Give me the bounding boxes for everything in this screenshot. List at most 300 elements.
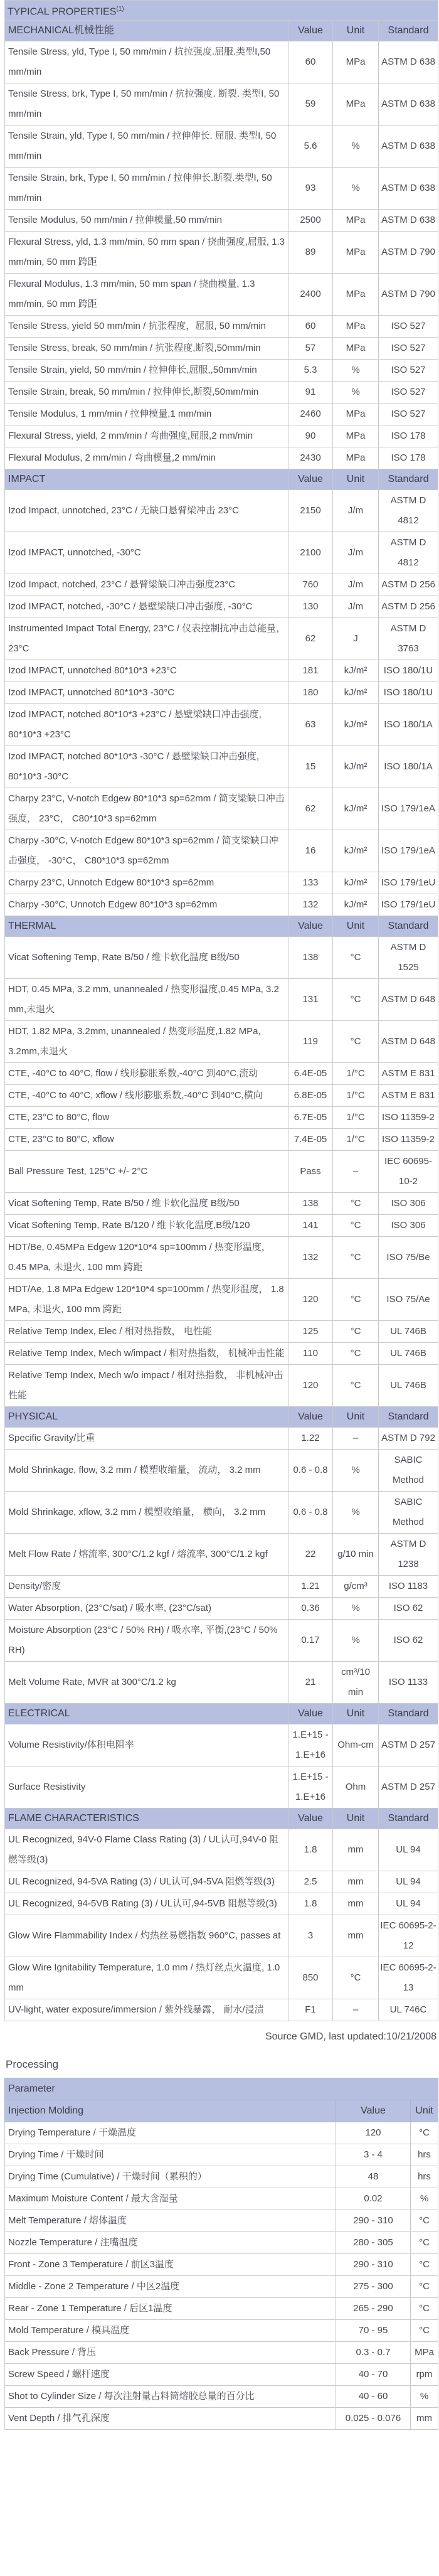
- property-cell: Tensile Stress, brk, Type I, 50 mm/min / 抗拉强度. 断裂. 类型I, 50 mm/min: [5, 83, 288, 126]
- table-row: [5, 490, 438, 532]
- standard-cell: ISO 180/1A: [379, 704, 438, 746]
- unit-cell: mm: [333, 1893, 379, 1915]
- standard-cell: ASTM D 1238: [379, 1534, 438, 1576]
- unit-cell: %: [333, 1620, 379, 1662]
- standard-cell: UL 746B: [379, 1343, 438, 1365]
- value-cell: 62: [288, 618, 333, 660]
- standard-cell: IEC 60695-2-12: [379, 1915, 438, 1957]
- value-cell: 60: [288, 316, 333, 338]
- processing-row: [5, 2386, 438, 2408]
- property-cell: Relative Temp Index, Mech w/impact / 相对热指数， 机械冲击性能: [5, 1343, 288, 1365]
- processing-column-header-unit: Unit: [411, 2100, 438, 2122]
- standard-cell: ISO 62: [379, 1620, 438, 1662]
- table-row: [5, 126, 438, 168]
- value-cell: 0.6 - 0.8: [288, 1492, 333, 1534]
- unit-cell: J/m: [333, 596, 379, 618]
- value-cell: 760: [288, 574, 333, 596]
- section-name: MECHANICAL机械性能: [5, 21, 288, 41]
- parameter-cell: Vent Depth / 排气孔深度: [5, 2408, 336, 2430]
- unit-cell: °C: [411, 2122, 438, 2144]
- property-cell: Flexural Modulus, 1.3 mm/min, 50 mm span / 挠曲模量, 1.3 mm/min, 50 mm 跨距: [5, 274, 288, 316]
- property-cell: Tensile Strain, break, 50 mm/min / 拉伸伸长,断裂,50mm/min: [5, 382, 288, 404]
- unit-cell: °C: [411, 2232, 438, 2254]
- unit-cell: –: [333, 1151, 379, 1193]
- value-cell: 40 - 70: [336, 2364, 411, 2386]
- table-row: [5, 660, 438, 682]
- section-header-row: [5, 1407, 438, 1428]
- value-cell: 119: [288, 1021, 333, 1063]
- value-cell: 1.E+15 - 1.E+16: [288, 1766, 333, 1809]
- column-header-value: Value: [288, 469, 333, 490]
- standard-cell: SABIC Method: [379, 1450, 438, 1492]
- property-cell: UV-light, water exposure/immersion / 紫外线暴露， 耐水/浸渍: [5, 1999, 288, 2021]
- standard-cell: ISO 179/1eA: [379, 788, 438, 830]
- property-cell: Ball Pressure Test, 125°C +/- 2°C: [5, 1151, 288, 1193]
- standard-cell: UL 94: [379, 1893, 438, 1915]
- value-cell: 180: [288, 682, 333, 704]
- table-row: [5, 1662, 438, 1704]
- column-header-value: Value: [288, 916, 333, 937]
- table-row: [5, 1321, 438, 1343]
- column-header-standard: Standard: [379, 1809, 438, 1829]
- section-name: FLAME CHARACTERISTICS: [5, 1809, 288, 1829]
- property-cell: Charpy -30°C, V-notch Edgew 80*10*3 sp=62mm / 简支梁缺口冲击强度， -30°C， C80*10*3 sp=62mm: [5, 830, 288, 872]
- value-cell: 181: [288, 660, 333, 682]
- table-row: [5, 1766, 438, 1809]
- property-cell: Izod IMPACT, unnotched 80*10*3 -30°C: [5, 682, 288, 704]
- parameter-cell: Back Pressure / 背压: [5, 2342, 336, 2364]
- property-cell: Tensile Stress, break, 50 mm/min / 抗张程度,断裂,50mm/min: [5, 338, 288, 360]
- property-cell: Charpy -30°C, Unnotch Edgew 80*10*3 sp=62mm: [5, 894, 288, 916]
- unit-cell: MPa: [333, 274, 379, 316]
- value-cell: 1.8: [288, 1829, 333, 1871]
- table-row: [5, 1215, 438, 1237]
- property-cell: Moisture Absorption (23°C / 50% RH) / 吸水率, 平衡,(23°C / 50% RH): [5, 1620, 288, 1662]
- value-cell: 138: [288, 1193, 333, 1215]
- value-cell: 1.21: [288, 1576, 333, 1598]
- unit-cell: %: [333, 382, 379, 404]
- unit-cell: kJ/m²: [333, 894, 379, 916]
- unit-cell: MPa: [333, 41, 379, 83]
- value-cell: 63: [288, 704, 333, 746]
- value-cell: 16: [288, 830, 333, 872]
- value-cell: 141: [288, 1215, 333, 1237]
- standard-cell: ISO 1133: [379, 1662, 438, 1704]
- table-row: [5, 532, 438, 574]
- value-cell: Pass: [288, 1151, 333, 1193]
- table-row: [5, 1151, 438, 1193]
- table-row: [5, 1193, 438, 1215]
- value-cell: 60: [288, 41, 333, 83]
- property-cell: Density/密度: [5, 1576, 288, 1598]
- processing-row: [5, 2320, 438, 2342]
- unit-cell: %: [333, 1450, 379, 1492]
- parameter-cell: Middle - Zone 2 Temperature / 中区2温度: [5, 2276, 336, 2298]
- standard-cell: ASTM D 648: [379, 979, 438, 1021]
- processing-subheader-row: [5, 2100, 438, 2122]
- value-cell: 22: [288, 1534, 333, 1576]
- value-cell: 120: [288, 1365, 333, 1407]
- processing-row: [5, 2408, 438, 2430]
- standard-cell: ASTM D 256: [379, 574, 438, 596]
- property-cell: Izod IMPACT, notched 80*10*3 +23°C / 悬壁梁缺口冲击强度, 80*10*3 +23°C: [5, 704, 288, 746]
- standard-cell: ASTM D 638: [379, 126, 438, 168]
- table-row: [5, 210, 438, 232]
- table-row: [5, 1999, 438, 2021]
- unit-cell: %: [411, 2386, 438, 2408]
- unit-cell: mm: [411, 2408, 438, 2430]
- property-cell: Izod Impact, notched, 23°C / 悬臂梁缺口冲击强度23°C: [5, 574, 288, 596]
- section-name: PHYSICAL: [5, 1407, 288, 1428]
- unit-cell: kJ/m²: [333, 830, 379, 872]
- property-cell: Water Absorption, (23°C/sat) / 吸水率, (23°C/sat): [5, 1598, 288, 1620]
- value-cell: 40 - 60: [336, 2386, 411, 2408]
- property-cell: UL Recognized, 94V-0 Flame Class Rating (3) / UL认可,94V-0 阻燃等级(3): [5, 1829, 288, 1871]
- unit-cell: °C: [333, 979, 379, 1021]
- value-cell: 2460: [288, 404, 333, 425]
- property-cell: HDT, 0.45 MPa, 3.2 mm, unannealed / 热变形温度,0.45 MPa, 3.2 mm,未退火: [5, 979, 288, 1021]
- value-cell: 131: [288, 979, 333, 1021]
- table-row: [5, 1871, 438, 1893]
- table-row: [5, 1343, 438, 1365]
- property-cell: Surface Resistivity: [5, 1766, 288, 1809]
- unit-cell: hrs: [411, 2144, 438, 2166]
- value-cell: 48: [336, 2166, 411, 2188]
- unit-cell: °C: [333, 1343, 379, 1365]
- property-cell: Melt Flow Rate / 熔流率, 300°C/1.2 kgf / 熔流率, 300°C/1.2 kgf: [5, 1534, 288, 1576]
- processing-row: [5, 2298, 438, 2320]
- parameter-cell: Drying Time / 干燥时间: [5, 2144, 336, 2166]
- property-cell: Tensile Modulus, 1 mm/min / 拉伸模量,1 mm/min: [5, 404, 288, 425]
- standard-cell: SABIC Method: [379, 1492, 438, 1534]
- value-cell: 120: [288, 1279, 333, 1321]
- table-title: TYPICAL PROPERTIES: [8, 6, 117, 18]
- section-name: THERMAL: [5, 916, 288, 937]
- standard-cell: ASTM E 831: [379, 1063, 438, 1085]
- table-row: [5, 41, 438, 83]
- parameter-cell: Mold Temperature / 模具温度: [5, 2320, 336, 2342]
- unit-cell: MPa: [333, 338, 379, 360]
- processing-row: [5, 2254, 438, 2276]
- processing-row: [5, 2144, 438, 2166]
- processing-row: [5, 2122, 438, 2144]
- unit-cell: mm: [333, 1829, 379, 1871]
- standard-cell: IEC 60695-2-13: [379, 1957, 438, 1999]
- standard-cell: ISO 527: [379, 382, 438, 404]
- table-row: [5, 618, 438, 660]
- section-name: ELECTRICAL: [5, 1704, 288, 1724]
- standard-cell: ISO 179/1eA: [379, 830, 438, 872]
- table-row: [5, 1279, 438, 1321]
- property-cell: Flexural Stress, yield, 2 mm/min / 弯曲强度,屈服,2 mm/min: [5, 425, 288, 447]
- table-row: [5, 574, 438, 596]
- unit-cell: °C: [333, 1237, 379, 1279]
- property-cell: Tensile Strain, yld, Type I, 50 mm/min / 拉伸伸长. 屈服. 类型I, 50 mm/min: [5, 126, 288, 168]
- table-row: [5, 382, 438, 404]
- property-cell: UL Recognized, 94-5VA Rating (3) / UL认可,94-5VA 阻燃等级(3): [5, 1871, 288, 1893]
- value-cell: 1.E+15 - 1.E+16: [288, 1724, 333, 1766]
- section-header-row: [5, 469, 438, 490]
- unit-cell: kJ/m²: [333, 704, 379, 746]
- table-row: [5, 338, 438, 360]
- unit-cell: °C: [411, 2276, 438, 2298]
- parameter-cell: Melt Temperature / 熔体温度: [5, 2210, 336, 2232]
- table-row: [5, 404, 438, 425]
- standard-cell: ASTM D 638: [379, 168, 438, 210]
- table-row: [5, 1365, 438, 1407]
- table-row: [5, 1085, 438, 1107]
- unit-cell: J/m: [333, 490, 379, 532]
- value-cell: 62: [288, 788, 333, 830]
- value-cell: 0.6 - 0.8: [288, 1450, 333, 1492]
- unit-cell: J: [333, 618, 379, 660]
- property-cell: Vicat Softening Temp, Rate B/50 / 维卡软化温度 B级/50: [5, 937, 288, 979]
- table-row: [5, 168, 438, 210]
- unit-cell: °C: [411, 2298, 438, 2320]
- unit-cell: 1/°C: [333, 1129, 379, 1151]
- unit-cell: °C: [333, 1193, 379, 1215]
- column-header-value: Value: [288, 1809, 333, 1829]
- standard-cell: ASTM D 790: [379, 232, 438, 274]
- unit-cell: °C: [333, 1021, 379, 1063]
- standard-cell: ISO 11359-2: [379, 1107, 438, 1129]
- table-row: [5, 1915, 438, 1957]
- unit-cell: MPa: [333, 447, 379, 469]
- processing-row: [5, 2188, 438, 2210]
- value-cell: 93: [288, 168, 333, 210]
- table-row: [5, 1237, 438, 1279]
- table-row: [5, 1021, 438, 1063]
- property-cell: Vicat Softening Temp, Rate B/120 / 维卡软化温度,B级/120: [5, 1215, 288, 1237]
- unit-cell: kJ/m²: [333, 746, 379, 788]
- column-header-unit: Unit: [333, 469, 379, 490]
- table-row: [5, 360, 438, 382]
- value-cell: 21: [288, 1662, 333, 1704]
- value-cell: 3: [288, 1915, 333, 1957]
- property-cell: Volume Resistivity/体积电阻率: [5, 1724, 288, 1766]
- value-cell: 125: [288, 1321, 333, 1343]
- unit-cell: MPa: [333, 425, 379, 447]
- table-row: [5, 1428, 438, 1450]
- section-header-row: [5, 916, 438, 937]
- value-cell: 2430: [288, 447, 333, 469]
- property-cell: Charpy 23°C, Unnotch Edgew 80*10*3 sp=62mm: [5, 872, 288, 894]
- property-cell: Mold Shrinkage, xflow, 3.2 mm / 模塑收缩量， 横向， 3.2 mm: [5, 1492, 288, 1534]
- table-row: [5, 1724, 438, 1766]
- property-cell: Mold Shrinkage, flow, 3.2 mm / 模塑收缩量， 流动， 3.2 mm: [5, 1450, 288, 1492]
- column-header-unit: Unit: [333, 1704, 379, 1724]
- processing-column-header-value: Value: [336, 2100, 411, 2122]
- value-cell: 265 - 290: [336, 2298, 411, 2320]
- column-header-value: Value: [288, 1407, 333, 1428]
- value-cell: 133: [288, 872, 333, 894]
- property-cell: Tensile Strain, brk, Type I, 50 mm/min / 拉伸伸长.断裂.类型I, 50 mm/min: [5, 168, 288, 210]
- standard-cell: UL 746C: [379, 1999, 438, 2021]
- property-cell: Izod IMPACT, notched 80*10*3 -30°C / 悬壁梁缺口冲击强度, 80*10*3 -30°C: [5, 746, 288, 788]
- processing-row: [5, 2364, 438, 2386]
- processing-subheader-label: Injection Molding: [5, 2100, 336, 2122]
- value-cell: 2.5: [288, 1871, 333, 1893]
- unit-cell: MPa: [333, 210, 379, 232]
- value-cell: 89: [288, 232, 333, 274]
- unit-cell: J/m: [333, 532, 379, 574]
- property-cell: Glow Wire Ignitability Temperature, 1.0 mm / 热灯丝点火温度, 1.0 mm: [5, 1957, 288, 1999]
- value-cell: 132: [288, 1237, 333, 1279]
- standard-cell: ISO 178: [379, 425, 438, 447]
- unit-cell: kJ/m²: [333, 660, 379, 682]
- column-header-standard: Standard: [379, 916, 438, 937]
- unit-cell: 1/°C: [333, 1063, 379, 1085]
- value-cell: 59: [288, 83, 333, 126]
- standard-cell: ASTM D 638: [379, 210, 438, 232]
- property-cell: Instrumented Impact Total Energy, 23°C / 仪表控制抗冲击总能量， 23°C: [5, 618, 288, 660]
- unit-cell: kJ/m²: [333, 872, 379, 894]
- table-title-row: [5, 1, 438, 21]
- table-row: [5, 682, 438, 704]
- standard-cell: ASTM D 257: [379, 1766, 438, 1809]
- value-cell: 5.6: [288, 126, 333, 168]
- standard-cell: UL 94: [379, 1829, 438, 1871]
- unit-cell: Ohm-cm: [333, 1724, 379, 1766]
- standard-cell: ISO 527: [379, 360, 438, 382]
- value-cell: 70 - 95: [336, 2320, 411, 2342]
- value-cell: 6.8E-05: [288, 1085, 333, 1107]
- table-row: [5, 1534, 438, 1576]
- table-row: [5, 704, 438, 746]
- table-row: [5, 1957, 438, 1999]
- table-row: [5, 1598, 438, 1620]
- standard-cell: ISO 527: [379, 338, 438, 360]
- value-cell: 2500: [288, 210, 333, 232]
- column-header-value: Value: [288, 1704, 333, 1724]
- property-cell: HDT/Be, 0.45MPa Edgew 120*10*4 sp=100mm / 热变形温度， 0.45 MPa, 未退火, 100 mm 跨距: [5, 1237, 288, 1279]
- unit-cell: hrs: [411, 2166, 438, 2188]
- unit-cell: %: [333, 1492, 379, 1534]
- standard-cell: ASTM D 1525: [379, 937, 438, 979]
- value-cell: 1.8: [288, 1893, 333, 1915]
- source-note: Source GMD, last updated:10/21/2008: [265, 2031, 436, 2043]
- standard-cell: ISO 180/1U: [379, 682, 438, 704]
- unit-cell: mm: [333, 1871, 379, 1893]
- column-header-value: Value: [288, 21, 333, 41]
- column-header-unit: Unit: [333, 1809, 379, 1829]
- value-cell: 132: [288, 894, 333, 916]
- processing-header-label: Parameter: [5, 2078, 438, 2100]
- unit-cell: g/10 min: [333, 1534, 379, 1576]
- table-row: [5, 1492, 438, 1534]
- property-cell: HDT/Ae, 1.8 MPa Edgew 120*10*4 sp=100mm / 热变形温度， 1.8 MPa, 未退火, 100 mm 跨距: [5, 1279, 288, 1321]
- parameter-cell: Nozzle Temperature / 注嘴温度: [5, 2232, 336, 2254]
- standard-cell: ISO 179/1eU: [379, 894, 438, 916]
- unit-cell: 1/°C: [333, 1107, 379, 1129]
- standard-cell: ISO 75/Ae: [379, 1279, 438, 1321]
- value-cell: 280 - 305: [336, 2232, 411, 2254]
- parameter-cell: Drying Time (Cumulative) / 干燥时间（累积的）: [5, 2166, 336, 2188]
- unit-cell: –: [333, 1999, 379, 2021]
- value-cell: 2100: [288, 532, 333, 574]
- value-cell: 0.025 - 0.076: [336, 2408, 411, 2430]
- column-header-standard: Standard: [379, 469, 438, 490]
- property-cell: Flexural Modulus, 2 mm/min / 弯曲模量,2 mm/min: [5, 447, 288, 469]
- value-cell: 850: [288, 1957, 333, 1999]
- standard-cell: ASTM D 790: [379, 274, 438, 316]
- table-row: [5, 979, 438, 1021]
- property-cell: Tensile Stress, yield 50 mm/min / 抗张程度，屈服, 50 mm/min: [5, 316, 288, 338]
- value-cell: 275 - 300: [336, 2276, 411, 2298]
- value-cell: 0.02: [336, 2188, 411, 2210]
- table-row: [5, 1063, 438, 1085]
- property-cell: Specific Gravity/比重: [5, 1428, 288, 1450]
- unit-cell: mm: [333, 1915, 379, 1957]
- value-cell: 57: [288, 338, 333, 360]
- property-cell: Melt Volume Rate, MVR at 300°C/1.2 kg: [5, 1662, 288, 1704]
- table-row: [5, 425, 438, 447]
- value-cell: 91: [288, 382, 333, 404]
- parameter-cell: Screw Speed / 螺杆速度: [5, 2364, 336, 2386]
- column-header-standard: Standard: [379, 1407, 438, 1428]
- value-cell: 6.7E-05: [288, 1107, 333, 1129]
- unit-cell: kJ/m²: [333, 788, 379, 830]
- parameter-cell: Maximum Moisture Content / 最大含湿量: [5, 2188, 336, 2210]
- parameter-cell: Drying Temperature / 干燥温度: [5, 2122, 336, 2144]
- unit-cell: MPa: [333, 83, 379, 126]
- processing-header-row: [5, 2078, 438, 2100]
- unit-cell: %: [333, 126, 379, 168]
- standard-cell: ISO 306: [379, 1215, 438, 1237]
- column-header-standard: Standard: [379, 1704, 438, 1724]
- standard-cell: ASTM D 638: [379, 83, 438, 126]
- value-cell: 110: [288, 1343, 333, 1365]
- value-cell: 6.4E-05: [288, 1063, 333, 1085]
- table-row: [5, 83, 438, 126]
- table-row: [5, 1829, 438, 1871]
- value-cell: 290 - 310: [336, 2210, 411, 2232]
- properties-table: [4, 0, 438, 2021]
- property-cell: CTE, 23°C to 80°C, flow: [5, 1107, 288, 1129]
- parameter-cell: Rear - Zone 1 Temperature / 后区1温度: [5, 2298, 336, 2320]
- table-row: [5, 232, 438, 274]
- standard-cell: ISO 1183: [379, 1576, 438, 1598]
- property-cell: Tensile Modulus, 50 mm/min / 拉伸模量,50 mm/min: [5, 210, 288, 232]
- table-row: [5, 274, 438, 316]
- unit-cell: cm³/10 min: [333, 1662, 379, 1704]
- property-cell: Relative Temp Index, Elec / 相对热指数， 电性能: [5, 1321, 288, 1343]
- unit-cell: g/cm³: [333, 1576, 379, 1598]
- property-cell: Izod IMPACT, unnotched, -30°C: [5, 532, 288, 574]
- value-cell: 2400: [288, 274, 333, 316]
- table-row: [5, 1893, 438, 1915]
- unit-cell: %: [333, 168, 379, 210]
- standard-cell: ISO 527: [379, 404, 438, 425]
- section-header-row: [5, 1809, 438, 1829]
- property-cell: Izod IMPACT, notched, -30°C / 悬壁梁缺口冲击强度, -30°C: [5, 596, 288, 618]
- unit-cell: –: [333, 1428, 379, 1450]
- column-header-unit: Unit: [333, 1407, 379, 1428]
- standard-cell: ISO 179/1eU: [379, 872, 438, 894]
- table-row: [5, 872, 438, 894]
- table-row: [5, 1107, 438, 1129]
- parameter-cell: Front - Zone 3 Temperature / 前区3温度: [5, 2254, 336, 2276]
- table-row: [5, 1620, 438, 1662]
- value-cell: 15: [288, 746, 333, 788]
- unit-cell: °C: [333, 1215, 379, 1237]
- unit-cell: °C: [333, 1365, 379, 1407]
- processing-row: [5, 2210, 438, 2232]
- unit-cell: J/m: [333, 574, 379, 596]
- standard-cell: UL 746B: [379, 1321, 438, 1343]
- standard-cell: ISO 527: [379, 316, 438, 338]
- processing-table-body: [5, 2078, 438, 2430]
